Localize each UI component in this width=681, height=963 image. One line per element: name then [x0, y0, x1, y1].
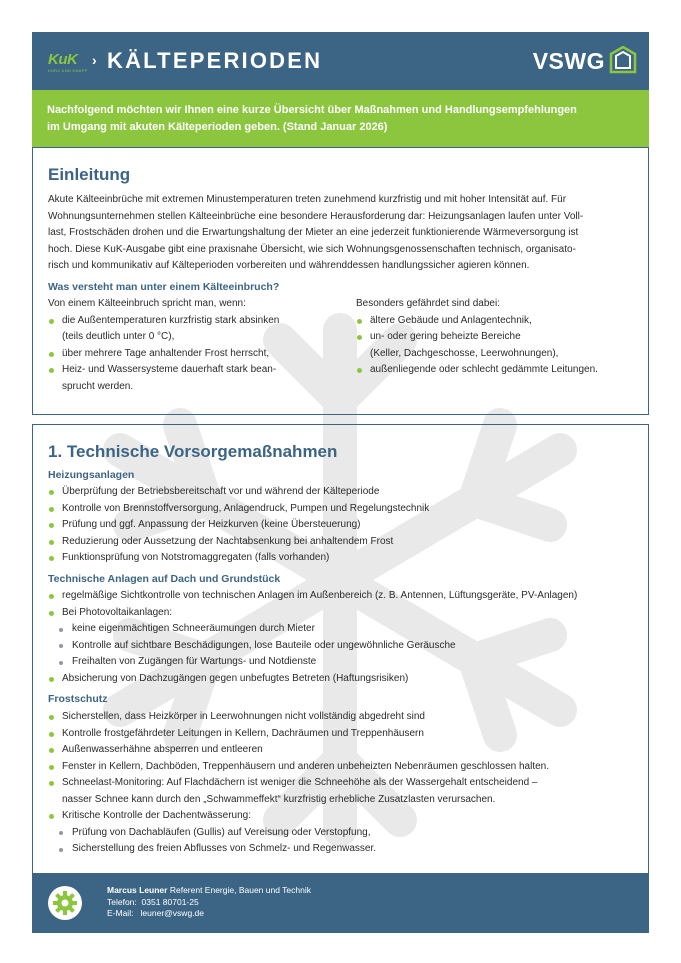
list-item-continuation: (teils deutlich unter 0 °C), [62, 331, 175, 342]
intro-line: im Umgang mit akuten Kälteperioden geben. (Stand Januar 2026) [47, 121, 388, 133]
dach-list [48, 588, 636, 687]
intro-line: Nachfolgend möchten wir Ihnen eine kurze Übersicht über Maßnahmen und Handlungsempfehlungen [47, 104, 577, 116]
list-item: über mehrere Tage anhaltender Frost herrscht, [48, 346, 348, 363]
subsection-title: Technische Anlagen auf Dach und Grundstück [48, 573, 281, 585]
email-link[interactable]: leuner@vswg.de [140, 908, 204, 918]
sub-list-item: Kontrolle auf sichtbare Beschädigungen, lose Bauteile oder ungewöhnliche Geräusche [48, 638, 636, 655]
subsection-title: Was versteht man unter einem Kälteeinbruch? [48, 281, 280, 293]
text-line: Wohnungsunternehmen stellen Kälteeinbrüche eine besondere Herausforderung dar: Heizungsanlagen laufen unter Voll- [48, 210, 584, 222]
list-item: ältere Gebäude und Anlagentechnik, [356, 313, 641, 330]
section-title: 1. Technische Vorsorgemaßnahmen [48, 442, 338, 461]
subsection-title: Heizungsanlagen [48, 469, 135, 481]
list-item: Funktionsprüfung von Notstromaggregaten (falls vorhanden) [48, 550, 636, 567]
list-item: Kritische Kontrolle der Dachentwässerung: [48, 808, 636, 825]
sub-list-item: keine eigenmächtigen Schneeräumungen durch Mieter [48, 621, 636, 638]
list-item: Schneelast-Monitoring: Auf Flachdächern ist weniger die Schneehöhe als der Wassergehalt entscheidend – [48, 775, 636, 792]
list-item: Kontrolle von Brennstoffversorgung, Anlagendruck, Pumpen und Regelungstechnik [48, 501, 636, 518]
list-item: Heiz- und Wassersysteme dauerhaft stark bean- [48, 362, 348, 379]
house-icon [609, 46, 637, 74]
list-item: Absicherung von Dachzugängen gegen unbefugtes Betreten (Haftungsrisiken) [48, 671, 636, 688]
section-title: Einleitung [48, 165, 131, 184]
section-einleitung [32, 147, 649, 415]
frost-list [48, 709, 636, 858]
list-item-continuation: nasser Schnee kann durch den „Schwammeffekt“ kurzfristig erhebliche Zusatzlasten verursachen. [62, 793, 496, 805]
contact-role: Referent Energie, Bauen und Technik [169, 885, 311, 895]
list-item-continuation: sprucht werden. [62, 380, 134, 392]
list-item: un- oder gering beheizte Bereiche [356, 329, 641, 346]
email-label: E-Mail: [107, 908, 134, 918]
phone-number: 0351 80701-25 [141, 896, 199, 907]
phone-label: Telefon: [107, 896, 137, 907]
intro-banner [32, 90, 649, 147]
list-item: Reduzierung oder Aussetzung der Nachtabsenkung bei anhaltendem Frost [48, 534, 636, 551]
text-line: risch und kommunikativ auf Kälteperioden vorbereiten und währenddessen handlungssicher agieren können. [48, 260, 530, 271]
left-column [48, 296, 348, 395]
list-item: regelmäßige Sichtkontrolle von technischen Anlagen im Außenbereich (z. B. Antennen, Lüftungsgeräte, PV-Anlagen) [48, 588, 636, 605]
footer-bar [32, 873, 649, 933]
page-title: KÄLTEPERIODEN [107, 48, 323, 73]
list-item: Fenster in Kellern, Dachböden, Treppenhäusern und anderen unbeheizten Nebenräumen geschlossen halten. [48, 759, 636, 776]
list-item: die Außentemperaturen kurzfristig stark absinken [48, 313, 348, 330]
text-line: Akute Kälteeinbrüche mit extremen Minustemperaturen treten zunehmend kurzfristig und mit hoher Intensität auf. Für [48, 194, 567, 205]
chevron-right-icon: › [92, 52, 97, 68]
list-item: Prüfung und ggf. Anpassung der Heizkurven (keine Übersteuerung) [48, 517, 636, 534]
contact-info [107, 885, 311, 920]
column-intro: Besonders gefährdet sind dabei: [356, 298, 500, 309]
sub-list-item: Freihalten von Zugängen für Wartungs- und Notdienste [48, 654, 636, 671]
list-item-continuation: (Keller, Dachgeschosse, Leerwohnungen), [370, 347, 559, 359]
list-item: Überprüfung der Betriebsbereitschaft vor und während der Kälteperiode [48, 484, 636, 501]
section-technik [32, 424, 649, 874]
subsection-title: Frostschutz [48, 693, 108, 705]
page [32, 32, 649, 874]
logo-text: KuK [48, 51, 78, 68]
kuk-logo [48, 52, 96, 74]
heizung-list [48, 484, 636, 567]
list-item: Sicherstellen, dass Heizkörper in Leerwohnungen nicht vollständig abgedreht sind [48, 709, 636, 726]
text-line: hoch. Diese KuK-Ausgabe gibt eine praxisnahe Übersicht, wie sich Wohnungsgenossenschaften technisch, organisato- [48, 243, 576, 255]
sub-list-item: Prüfung von Dachabläufen (Gullis) auf Vereisung oder Verstopfung, [48, 825, 636, 842]
list-item: Außenwasserhähne absperren und entleeren [48, 742, 636, 759]
right-column [356, 296, 641, 379]
header-bar [32, 32, 649, 90]
sub-list-item: Sicherstellung des freien Abflusses von Schmelz- und Regenwasser. [48, 841, 636, 858]
einleitung-text [48, 192, 636, 275]
list-item: Bei Photovoltaikanlagen: [48, 605, 636, 622]
contact-name: Marcus Leuner [107, 885, 168, 895]
gear-icon [47, 885, 83, 921]
column-intro: Von einem Kälteeinbruch spricht man, wenn: [48, 298, 246, 309]
list-item: außenliegende oder schlecht gedämmte Leitungen. [356, 362, 641, 379]
text-line: last, Frostschäden drohen und die Erwartungshaltung der Mieter an eine jederzeit funktionierende Wärmeversorgung ist [48, 227, 579, 238]
brand-name: VSWG [532, 48, 605, 74]
list-item: Kontrolle frostgefährdeter Leitungen in Kellern, Dachräumen und Treppenhäusern [48, 726, 636, 743]
logo-subtext: KURZ UND KNAPP [48, 68, 88, 73]
